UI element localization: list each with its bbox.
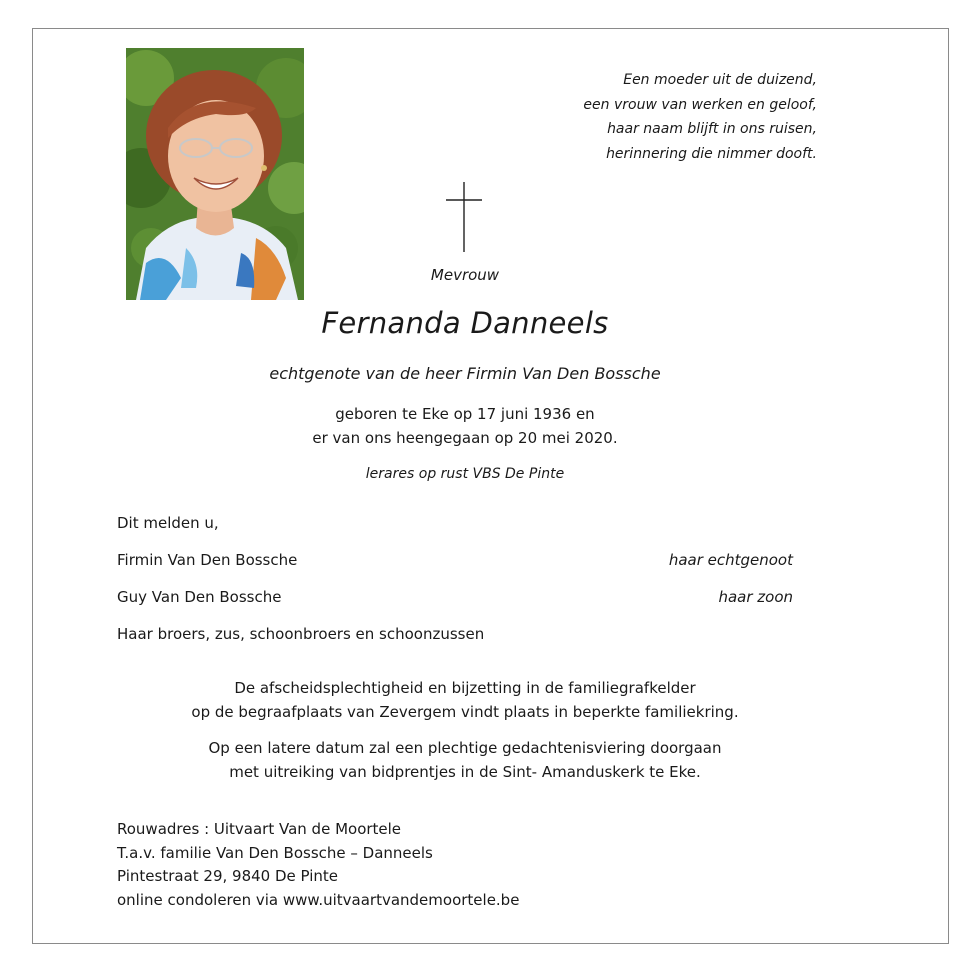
family-member-relation: haar zoon [718,588,793,606]
ceremony-line: De afscheidsplechtigheid en bijzetting in de familiegrafkelder [234,679,696,697]
address-line: Rouwadres : Uitvaart Van de Moortele [117,820,402,838]
family-member-name: Guy Van Den Bossche [117,588,282,606]
ceremony-info [0,676,930,724]
condolence-link[interactable]: online condoleren via www.uitvaartvandemoortele.be [117,890,520,909]
occupation: lerares op rust VBS De Pinte [365,466,565,482]
poem-line: herinnering die nimmer dooft. [606,145,817,162]
mourning-address [117,818,519,912]
birth-line: geboren te Eke op 17 juni 1936 en [335,405,595,423]
death-line: er van ons heengegaan op 20 mei 2020. [312,429,618,447]
memorial-info [0,736,930,784]
cross-icon [444,182,484,254]
deceased-name: Fernanda Danneels [321,306,609,340]
family-member-relation: haar echtgenoot [668,551,793,569]
memorial-line: met uitreiking van bidprentjes in de Sint- Amanduskerk te Eke. [229,763,701,781]
family-member-name: Firmin Van Den Bossche [117,551,298,569]
address-line: T.a.v. familie Van Den Bossche – Danneels [117,843,433,862]
poem [583,68,817,166]
address-line: Pintestraat 29, 9840 De Pinte [117,867,339,885]
poem-line: Een moeder uit de duizend, [623,72,817,88]
poem-line: haar naam blijft in ons ruisen, [607,121,817,137]
ceremony-line: op de begraafplaats van Zevergem vindt plaats in beperkte familiekring. [191,703,739,721]
announcement-intro: Dit melden u, [117,514,219,532]
poem-line: een vrouw van werken en geloof, [583,96,817,113]
extended-family: Haar broers, zus, schoonbroers en schoonzussen [117,625,485,643]
memorial-line: Op een latere datum zal een plechtige gedachtenisviering doorgaan [208,739,722,757]
title-prefix: Mevrouw [430,266,500,284]
portrait-photo [126,48,304,300]
spouse-line: echtgenote van de heer Firmin Van Den Bossche [269,364,661,383]
life-dates [0,402,930,450]
